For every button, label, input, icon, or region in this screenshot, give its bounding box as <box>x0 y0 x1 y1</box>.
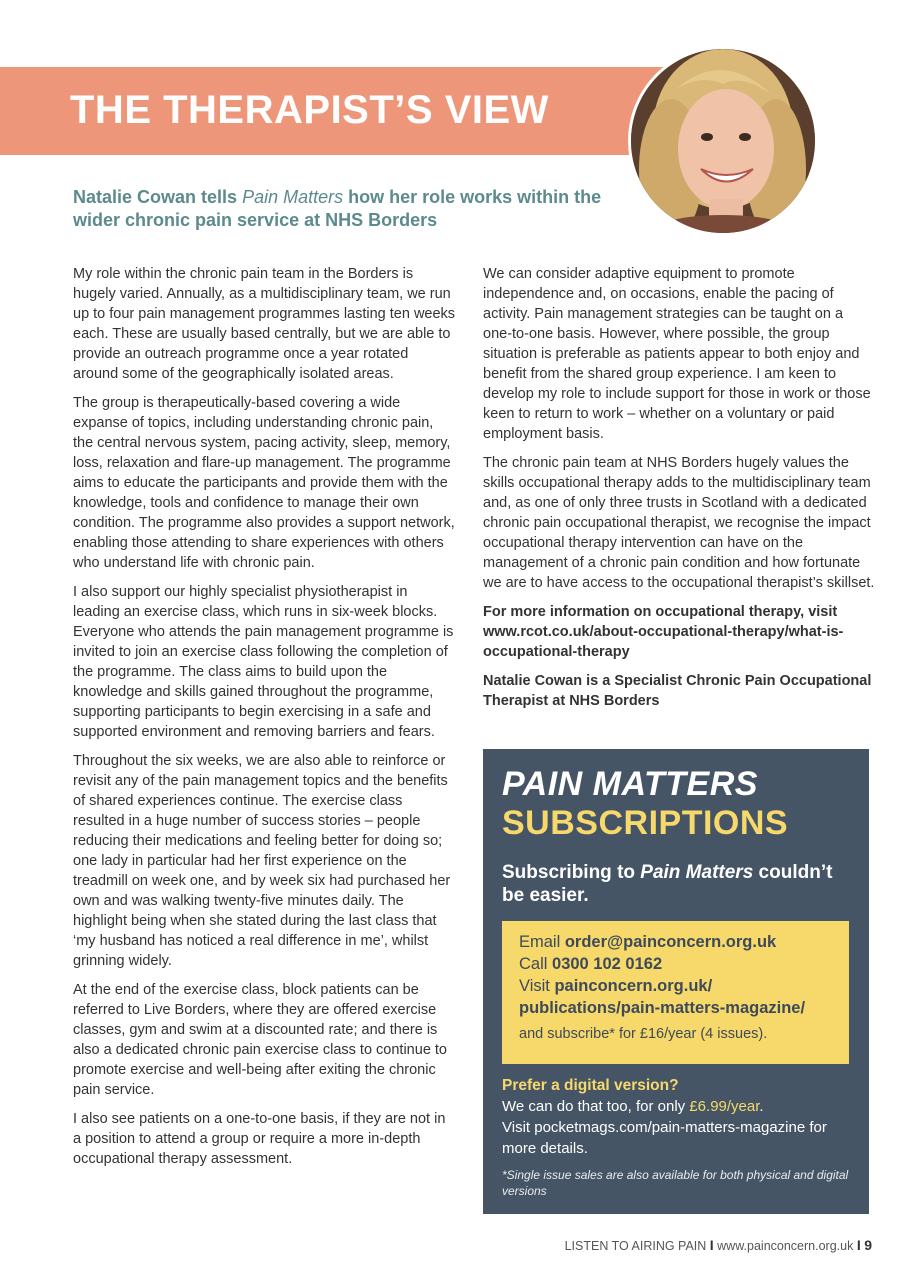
digital-offer <box>502 1096 852 1117</box>
paragraph: I also see patients on a one-to-one basis, if they are not in a position to attend a group or require a more in-depth occupational therapy assessment. <box>73 1111 446 1167</box>
standfirst-publication: Pain Matters <box>242 187 344 207</box>
author-photo <box>628 46 818 236</box>
article-standfirst <box>73 186 613 232</box>
article-column-left <box>73 264 457 1178</box>
paragraph: We can consider adaptive equipment to promote independence and, on occasions, enable the pacing of activity. Pain management strategies can be taught on a one-to-one basis. However, where possible, the group situation is preferable as patients appear to both enjoy and benefit from the shared group experience. I am keen to develop my role to include support for those in work or those keen to return to work – whether on a voluntary or paid employment basis. <box>483 266 871 442</box>
paragraph: The chronic pain team at NHS Borders hugely values the skills occupational therapy adds to the multidisciplinary team and, as one of only three trusts in Scotland with a dedicated chronic pain occupational therapist, we recognise the impact occupational therapy intervention can have on the management of a chronic pain condition and how fortunate we are to have access to the occupational therapist’s skillset. <box>483 455 875 591</box>
email-label: Email <box>519 933 565 951</box>
visit-line-2 <box>519 997 849 1019</box>
digital-version-section <box>502 1075 852 1199</box>
digital-price: £6.99/year <box>689 1098 760 1115</box>
email-link[interactable]: order@painconcern.org.uk <box>564 933 777 951</box>
footer-separator: I <box>856 1237 861 1253</box>
page-title: THE THERAPIST’S VIEW <box>70 88 549 132</box>
footer-separator: I <box>709 1237 714 1253</box>
portrait-illustration <box>631 49 815 233</box>
footer-airing-pain: LISTEN TO AIRING PAIN <box>564 1239 707 1253</box>
lead-publication: Pain Matters <box>640 862 754 883</box>
phone-number[interactable]: 0300 102 0162 <box>552 955 663 973</box>
subscriptions-panel <box>483 749 869 1214</box>
page-number: 9 <box>864 1237 872 1253</box>
paragraph: Throughout the six weeks, we are also able to reinforce or revisit any of the pain management topics and the benefits of shared experiences continue. The exercise class resulted in a huge number of success stories – people reducing their medications and feeling better for doing so; one lady in particular had her first experience on the treadmill on week one, and by week six had purchased her own and was walking twenty-five minutes daily. The highlight being when she stated during the last class that ‘my husband has noticed a real difference in me’, whilst grinning widely. <box>73 753 451 969</box>
digital-visit[interactable]: Visit pocketmags.com/pain-matters-magazine for more details. <box>502 1119 827 1157</box>
subscribe-url-part2[interactable]: publications/pain-matters-magazine/ <box>519 999 806 1017</box>
call-line <box>519 953 849 975</box>
digital-question: Prefer a digital version? <box>502 1077 679 1094</box>
lead-text-1: Subscribing to <box>502 862 641 883</box>
contact-box <box>502 921 849 1064</box>
standfirst-text-1: Natalie Cowan tells <box>73 187 243 207</box>
subscribe-price: and subscribe* for £16/year (4 issues). <box>519 1026 768 1042</box>
footer-url[interactable]: www.painconcern.org.uk <box>717 1239 854 1253</box>
email-line <box>519 931 849 953</box>
article-column-right <box>483 264 875 720</box>
subscriptions-lead <box>502 861 842 907</box>
author-bio: Natalie Cowan is a Specialist Chronic Pain Occupational Therapist at NHS Borders <box>483 673 872 709</box>
more-info-link[interactable]: For more information on occupational therapy, visit www.rcot.co.uk/about-occupational-therapy/what-is-occupational-therapy <box>483 604 844 660</box>
digital-text: We can do that too, for only <box>502 1098 690 1115</box>
paragraph: The group is therapeutically-based covering a wide expanse of topics, including understanding chronic pain, the central nervous system, pacing activity, sleep, memory, loss, relaxation and flare-up management. The programme aims to educate the participants and provide them with the knowledge, tools and confidence to manage their own condition. The programme also provides a support network, enabling those attending to share experiences with others who understand life with chronic pain. <box>73 395 455 571</box>
visit-label: Visit <box>519 977 555 995</box>
paragraph: I also support our highly specialist physiotherapist in leading an exercise class, which runs in six-week blocks. Everyone who attends the pain management programme is invited to join an exercise class following the completion of the programme. The class aims to build upon the knowledge and skills gained throughout the programme, supporting participants to begin exercising in a safe and supported environment and removing barriers and fears. <box>73 584 454 740</box>
visit-line <box>519 975 849 997</box>
call-label: Call <box>519 955 553 973</box>
digital-text-end: . <box>759 1098 764 1115</box>
paragraph: My role within the chronic pain team in the Borders is hugely varied. Annually, as a multidisciplinary team, we run up to four pain management programmes lasting ten weeks each. These are usually based centrally, but we are able to provide an outreach programme once a year rotated around some of the geographically isolated areas. <box>73 266 456 382</box>
subscriptions-title-line1: PAIN MATTERS <box>502 765 758 803</box>
footnote: *Single issue sales are also available for both physical and digital versions <box>502 1168 849 1198</box>
page-footer <box>565 1237 872 1253</box>
standfirst-text-2: how her role works within the wider chronic pain service at NHS Borders <box>73 187 602 230</box>
lead-text-2: couldn’t be easier. <box>502 862 833 906</box>
paragraph: At the end of the exercise class, block patients can be referred to Live Borders, where they are offered exercise classes, gym and swim at a discounted rate; and there is also a dedicated chronic pain exercise class to continue to promote exercise and well-being after exiting the chronic pain service. <box>73 982 447 1098</box>
subscriptions-title-line2: SUBSCRIPTIONS <box>502 804 789 842</box>
subscribe-url-part1[interactable]: painconcern.org.uk/ <box>554 977 713 995</box>
